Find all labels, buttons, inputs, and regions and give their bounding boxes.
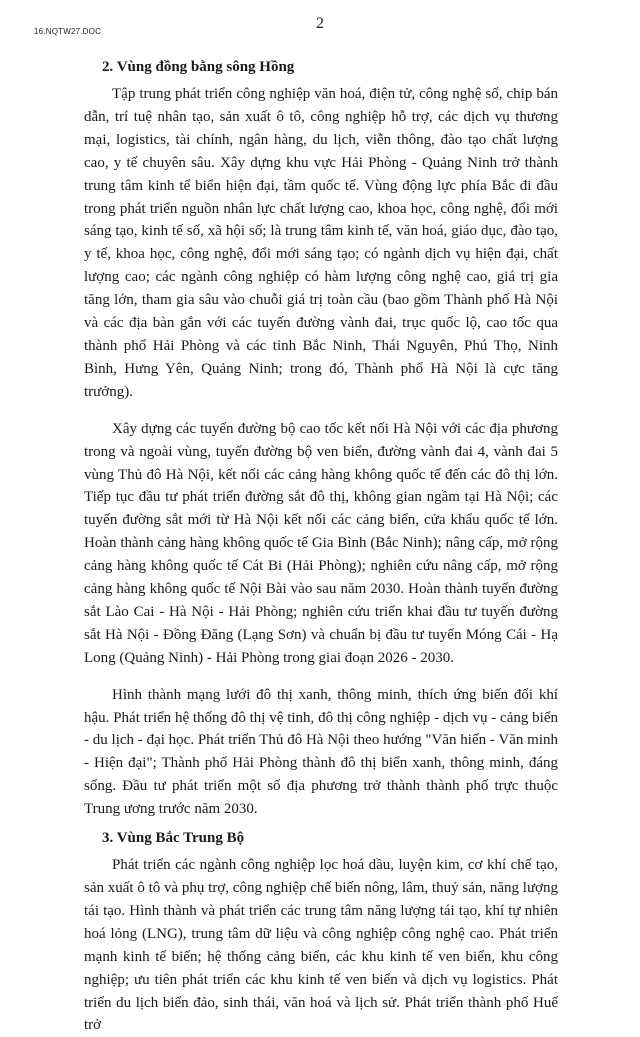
paragraph: Hình thành mạng lưới đô thị xanh, thông minh, thích ứng biến đổi khí hậu. Phát triển hệ thống đô thị vệ tinh, đô thị công nghiệp - dịch vụ - cảng biển - du lịch - đại học. Phát triển Thủ đô Hà Nội theo hướng "Văn hiến - Văn minh - Hiện đại"; Thành phố Hải Phòng thành đô thị biển xanh, thông minh, đáng sống. Đầu tư phát triển một số địa phương trở thành thành phố trực thuộc Trung ương trước năm 2030. bbox=[84, 686, 558, 818]
paragraph: Tập trung phát triển công nghiệp văn hoá, điện tử, công nghệ số, chip bán dẫn, trí tuệ nhân tạo, sản xuất ô tô, công nghiệp hỗ trợ, các dịch vụ thương mại, logistics, tài chính, ngân hàng, du lịch, viễn thông, đào tạo chất lượng cao, y tế chuyên sâu. Xây dựng khu vực Hải Phòng - Quảng Ninh trở thành trung tâm kinh tế biển hiện đại, tầm quốc tế. Vùng động lực phía Bắc đi đầu trong phát triển nguồn nhân lực chất lượng cao, khoa học, công nghệ, đổi mới sáng tạo, kinh tế số, xã hội số; là trung tâm kinh tế, văn hoá, giáo dục, đào tạo, y tế, khoa học, công nghệ, đổi mới sáng tạo; có ngành dịch vụ hiện đại, chất lượng cao; các ngành công nghiệp có hàm lượng công nghệ cao, giá trị gia tăng lớn, tham gia sâu vào chuỗi giá trị toàn cầu (bao gồm Thành phố Hà Nội và các địa bàn gắn với các tuyến đường vành đai, trục quốc lộ, cao tốc qua thành phố Hải Phòng và các tỉnh Bắc Ninh, Thái Nguyên, Phú Thọ, Ninh Bình, Hưng Yên, Quảng Ninh; trong đó, Thành phố Hà Nội là cực tăng trưởng). bbox=[84, 86, 558, 400]
section-heading: 2. Vùng đồng bằng sông Hồng bbox=[102, 59, 295, 75]
paragraph: Phát triển các ngành công nghiệp lọc hoá dầu, luyện kim, cơ khí chế tạo, sản xuất ô tô và phụ trợ, công nghiệp chế biến nông, lâm, thuỷ sản, năng lượng tái tạo. Hình thành và phát triển các trung tâm năng lượng tái tạo, khí tự nhiên hoá lỏng (LNG), trung tâm dữ liệu và công nghiệp công nghệ cao. Phát triển mạnh kinh tế biển; hệ thống cảng biển, các khu kinh tế ven biển, khu công nghiệp; ưu tiên phát triển các khu kinh tế ven biển và dịch vụ logistics. Phát triển du lịch biển đảo, sinh thái, văn hoá và lịch sử. Phát triển thành phố Huế trở bbox=[84, 857, 558, 1034]
section-heading: 3. Vùng Bắc Trung Bộ bbox=[102, 830, 245, 847]
paragraph: Xây dựng các tuyến đường bộ cao tốc kết nối Hà Nội với các địa phương trong và ngoài vùng, tuyến đường bộ ven biển, đường vành đai 4, vành đai 5 vùng Thủ đô Hà Nội, kết nối các cảng hàng không quốc tế đến các đô thị lớn. Tiếp tục đầu tư phát triển đường sắt đô thị, không gian ngầm tại Hà Nội; các tuyến đường sắt mới từ Hà Nội kết nối các cảng biển, cửa khẩu quốc tế lớn. Hoàn thành cảng hàng không quốc tế Gia Bình (Bắc Ninh); nâng cấp, mở rộng cảng hàng không quốc tế Cát Bi (Hải Phòng); nghiên cứu nâng cấp, mở rộng cảng hàng không quốc tế Nội Bài vào sau năm 2030. Hoàn thành tuyến đường sắt Lào Cai - Hà Nội - Hải Phòng; nghiên cứu triển khai đầu tư tuyến đường sắt Hà Nội - Đồng Đăng (Lạng Sơn) và chuẩn bị đầu tư tuyến Móng Cái - Hạ Long (Quảng Ninh) - Hải Phòng trong giai đoạn 2026 - 2030. bbox=[84, 420, 558, 666]
document-body bbox=[84, 56, 558, 1037]
file-reference: 16.NQTW27.DOC bbox=[34, 27, 102, 36]
page-number: 2 bbox=[316, 15, 324, 32]
